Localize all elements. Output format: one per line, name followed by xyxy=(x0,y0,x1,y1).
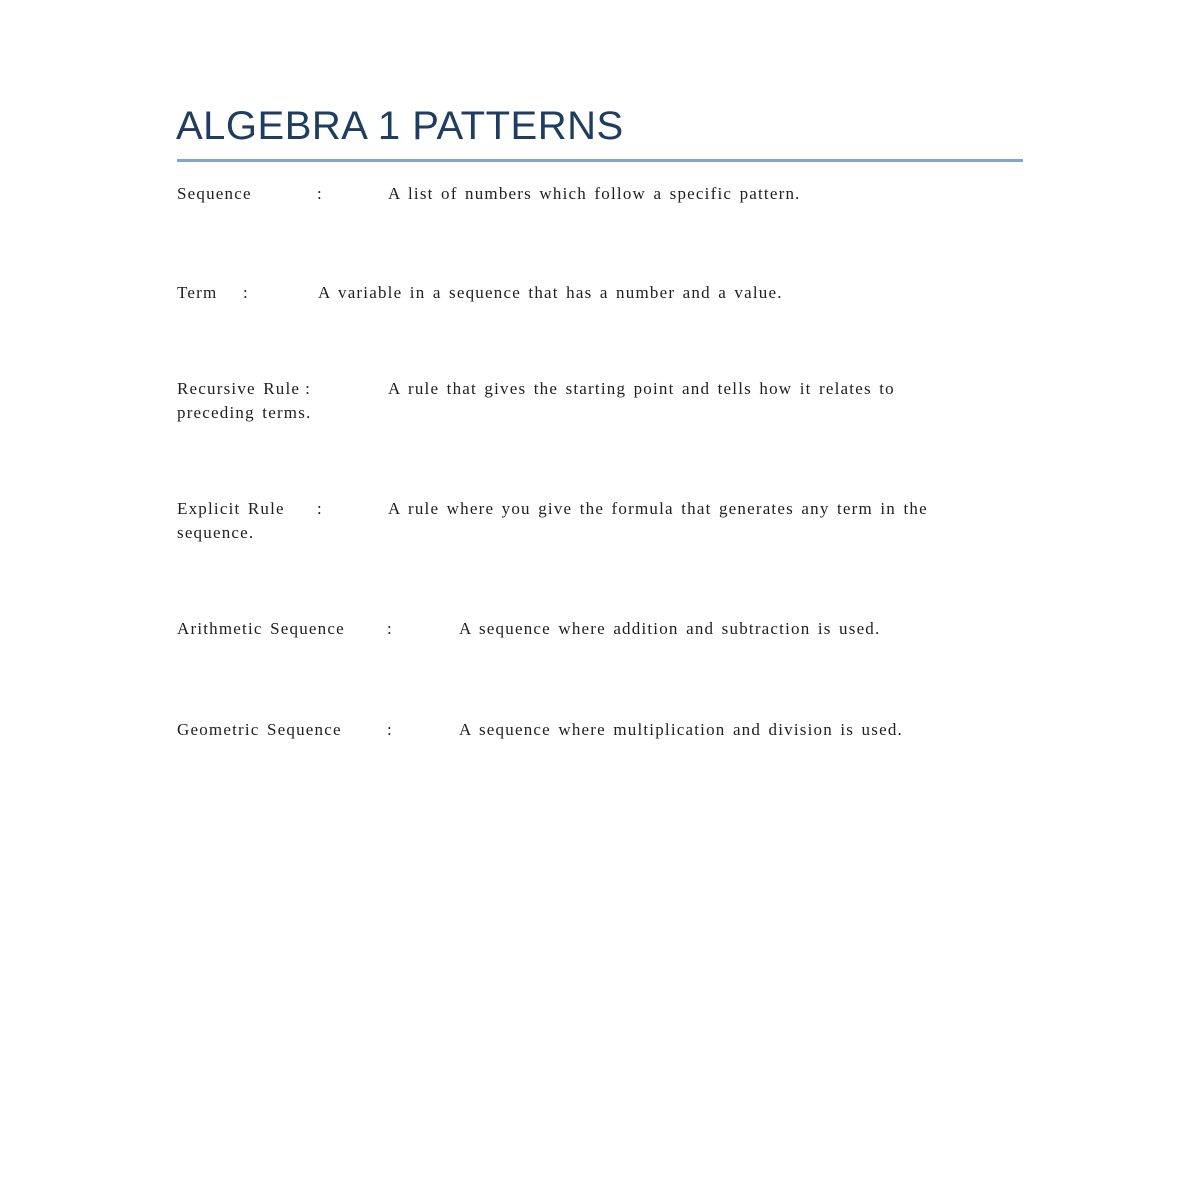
colon-separator: : xyxy=(317,499,323,518)
definition-row-geometric-sequence xyxy=(177,718,1023,766)
definition-text-line-2: sequence. xyxy=(177,523,255,542)
term-label: Sequence xyxy=(177,184,252,203)
definition-text: A list of numbers which follow a specific pattern. xyxy=(388,184,801,203)
definition-row-explicit-rule xyxy=(177,497,1023,545)
colon-separator: : xyxy=(305,379,312,398)
definition-row-term xyxy=(177,281,1023,329)
colon-separator: : xyxy=(387,619,393,638)
term-label: Geometric Sequence xyxy=(177,720,342,739)
definition-row-arithmetic-sequence xyxy=(177,617,1023,665)
definition-text: A sequence where addition and subtraction is used. xyxy=(459,619,881,638)
definition-text-line-1: A rule that gives the starting point and tells how it relates to xyxy=(388,379,895,398)
colon-separator: : xyxy=(243,283,249,302)
definition-text: A sequence where multiplication and division is used. xyxy=(459,720,903,739)
term-text: Recursive Rule xyxy=(177,379,301,398)
page-title: ALGEBRA 1 PATTERNS xyxy=(176,104,624,148)
term-label: Term xyxy=(177,283,218,302)
colon-separator: : xyxy=(317,184,323,203)
definition-text-line-2: preceding terms. xyxy=(177,403,312,422)
definition-row-sequence xyxy=(177,182,1023,230)
term-label xyxy=(177,377,311,401)
definition-text: A variable in a sequence that has a number and a value. xyxy=(318,283,783,302)
definition-text-line-1: A rule where you give the formula that generates any term in the xyxy=(388,499,928,518)
colon-separator: : xyxy=(387,720,393,739)
term-label: Arithmetic Sequence xyxy=(177,619,345,638)
term-label: Explicit Rule xyxy=(177,499,285,518)
title-divider-rule xyxy=(177,159,1023,162)
definition-row-recursive-rule xyxy=(177,377,1023,425)
